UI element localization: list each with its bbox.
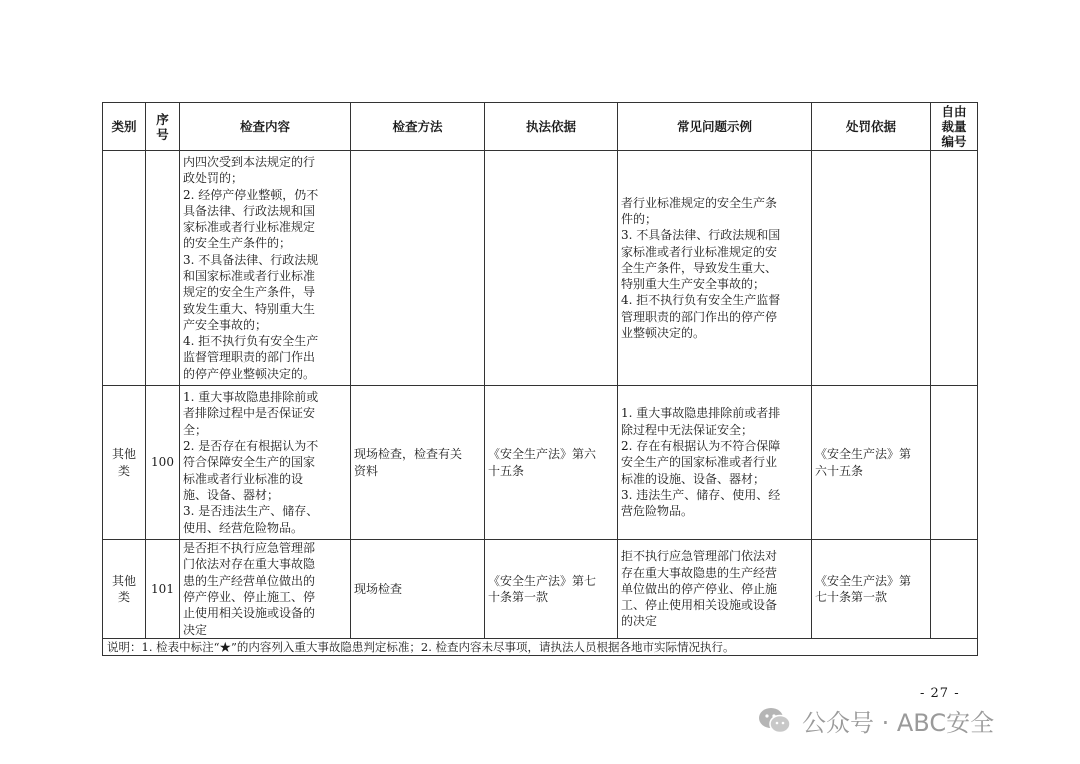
cell-basis: [485, 386, 618, 540]
cell-line: 全；: [183, 422, 208, 437]
cell-line: 工、停止使用相关设施或设备: [621, 598, 778, 613]
table-header-row: [103, 103, 978, 151]
cell-line: 符合保障安全生产的国家: [183, 455, 316, 470]
cell-line: 3. 违法生产、储存、使用、经: [621, 487, 781, 502]
cell-line: 3. 不具备法律、行政法规: [183, 252, 319, 267]
cell-penalty: [812, 540, 931, 639]
cell-line: 门依法对存在重大事故隐: [183, 557, 316, 572]
cell-line: 是否拒不执行应急管理部: [183, 541, 316, 556]
cell-line: 类: [117, 463, 130, 478]
cell-line: 3. 是否违法生产、储存、: [183, 504, 319, 519]
cell-line: 《安全生产法》第七: [488, 573, 597, 588]
cell-method: [351, 151, 485, 386]
cell-line: 七十条第一款: [815, 590, 888, 604]
cell-line: 致发生重大、特别重大生: [183, 301, 316, 316]
header-seq: [146, 103, 180, 151]
cell-line: 止使用相关设施或设备的: [183, 606, 316, 621]
header-problems: 常见问题示例: [618, 103, 812, 151]
cell-line: 2. 是否存在有根据认为不: [183, 439, 319, 454]
cell-line: 现场检查，检查有关: [354, 447, 463, 462]
cell-line: 件的；: [621, 211, 658, 226]
cell-line: 全生产条件，导致发生重大、: [621, 260, 778, 275]
wechat-icon: [758, 706, 792, 736]
cell-line: 和国家标准或者行业标准: [183, 269, 316, 283]
header-content: 检查内容: [180, 103, 351, 151]
cell-seq: [146, 151, 180, 386]
cell-line: 其他: [111, 573, 136, 588]
cell-line: 家标准或者行业标准规定的安: [621, 244, 778, 259]
header-basis: 执法依据: [485, 103, 618, 151]
table-row-continued: [103, 151, 978, 386]
cell-line: 3. 不具备法律、行政法规和国: [621, 228, 781, 243]
inspection-table: [102, 102, 978, 656]
cell-code: [931, 540, 978, 639]
cell-seq: 101: [146, 540, 180, 639]
cell-line: 施、设备、器材；: [183, 487, 280, 502]
cell-line: 安全生产的国家标准或者行业: [621, 455, 778, 470]
cell-line: 营危险物品。: [621, 504, 694, 519]
cell-line: 2. 存在有根据认为不符合保障: [621, 439, 781, 454]
cell-line: 产安全事故的；: [183, 317, 268, 332]
cell-line: 1. 重大事故隐患排除前或者排: [621, 406, 781, 421]
cell-line: 政处罚的；: [183, 171, 244, 186]
cell-line: 《安全生产法》第: [815, 447, 912, 462]
cell-code: [931, 151, 978, 386]
table-note-row: [103, 639, 978, 656]
header-line: 号: [156, 126, 169, 142]
cell-line: 内四次受到本法规定的行: [183, 154, 316, 169]
page-number: - 27 -: [920, 686, 960, 701]
cell-line: 存在重大事故隐患的生产经营: [621, 565, 778, 580]
cell-line: 业整顿决定的。: [621, 326, 706, 341]
cell-basis: [485, 151, 618, 386]
cell-content: [180, 151, 351, 386]
cell-line: 除过程中无法保证安全；: [621, 422, 754, 437]
cell-penalty: [812, 386, 931, 540]
cell-line: 现场检查: [354, 581, 403, 596]
header-code: [931, 103, 978, 151]
cell-line: 1. 重大事故隐患排除前或: [183, 390, 319, 405]
cell-line: 4. 拒不执行负有安全生产监督: [621, 293, 781, 308]
cell-seq: 100: [146, 386, 180, 540]
cell-line: 六十五条: [815, 463, 864, 478]
cell-problems: [618, 540, 812, 639]
cell-problems: [618, 386, 812, 540]
cell-content: [180, 386, 351, 540]
cell-line: 的停产停业整顿决定的。: [183, 366, 316, 381]
cell-method: [351, 386, 485, 540]
cell-line: 单位做出的停产停业、停止施: [621, 581, 778, 596]
cell-code: [931, 386, 978, 540]
cell-line: 管理职责的部门作出的停产停: [621, 309, 778, 324]
cell-line: 具备法律、行政法规和国: [183, 203, 316, 218]
cell-line: 决定: [183, 622, 208, 637]
cell-line: 资料: [354, 463, 379, 478]
cell-category: [103, 386, 146, 540]
cell-basis: [485, 540, 618, 639]
header-penalty: 处罚依据: [812, 103, 931, 151]
watermark: [758, 703, 994, 738]
cell-line: 规定的安全生产条件，导: [183, 285, 316, 300]
header-method: 检查方法: [351, 103, 485, 151]
cell-line: 停产停业、停止施工、停: [183, 590, 316, 604]
cell-line: 拒不执行应急管理部门依法对: [621, 549, 778, 564]
table-note: 说明：1. 检表中标注“★”的内容列入重大事故隐患判定标准；2. 检查内容未尽事项，请执法人员根据各地市实际情况执行。: [103, 639, 978, 656]
cell-line: 患的生产经营单位做出的: [183, 573, 316, 588]
cell-category: [103, 151, 146, 386]
cell-line: 其他: [111, 447, 136, 462]
table-row: [103, 540, 978, 639]
cell-line: 类: [117, 590, 130, 604]
cell-line: 4. 拒不执行负有安全生产: [183, 334, 319, 349]
cell-content: [180, 540, 351, 639]
cell-line: 特别重大生产安全事故的；: [621, 277, 766, 292]
header-line: 自由: [941, 104, 967, 119]
cell-line: 标准的设施、设备、器材；: [621, 471, 766, 486]
cell-line: 《安全生产法》第六: [488, 447, 597, 462]
cell-line: 的安全生产条件的；: [183, 236, 292, 251]
header-line: 裁量: [941, 119, 967, 134]
cell-line: 者排除过程中是否保证安: [183, 406, 316, 421]
cell-method: [351, 540, 485, 639]
cell-line: 标准或者行业标准的设: [183, 471, 304, 486]
cell-line: 监督管理职责的部门作出: [183, 350, 316, 365]
cell-penalty: [812, 151, 931, 386]
cell-line: 十条第一款: [488, 590, 549, 604]
cell-line: 2. 经停产停业整顿，仍不: [183, 187, 319, 202]
watermark-text: 公众号 · ABC安全: [802, 709, 995, 737]
cell-problems: [618, 151, 812, 386]
header-line: 编号: [941, 134, 967, 149]
cell-category: [103, 540, 146, 639]
cell-line: 使用、经营危险物品。: [183, 520, 304, 535]
header-category: 类别: [103, 103, 146, 151]
table-row: [103, 386, 978, 540]
header-line: 序: [156, 111, 169, 127]
cell-line: 十五条: [488, 463, 525, 478]
cell-line: 的决定: [621, 614, 658, 629]
cell-line: 者行业标准规定的安全生产条: [621, 195, 778, 210]
cell-line: 家标准或者行业标准规定: [183, 220, 316, 235]
cell-line: 《安全生产法》第: [815, 573, 912, 588]
